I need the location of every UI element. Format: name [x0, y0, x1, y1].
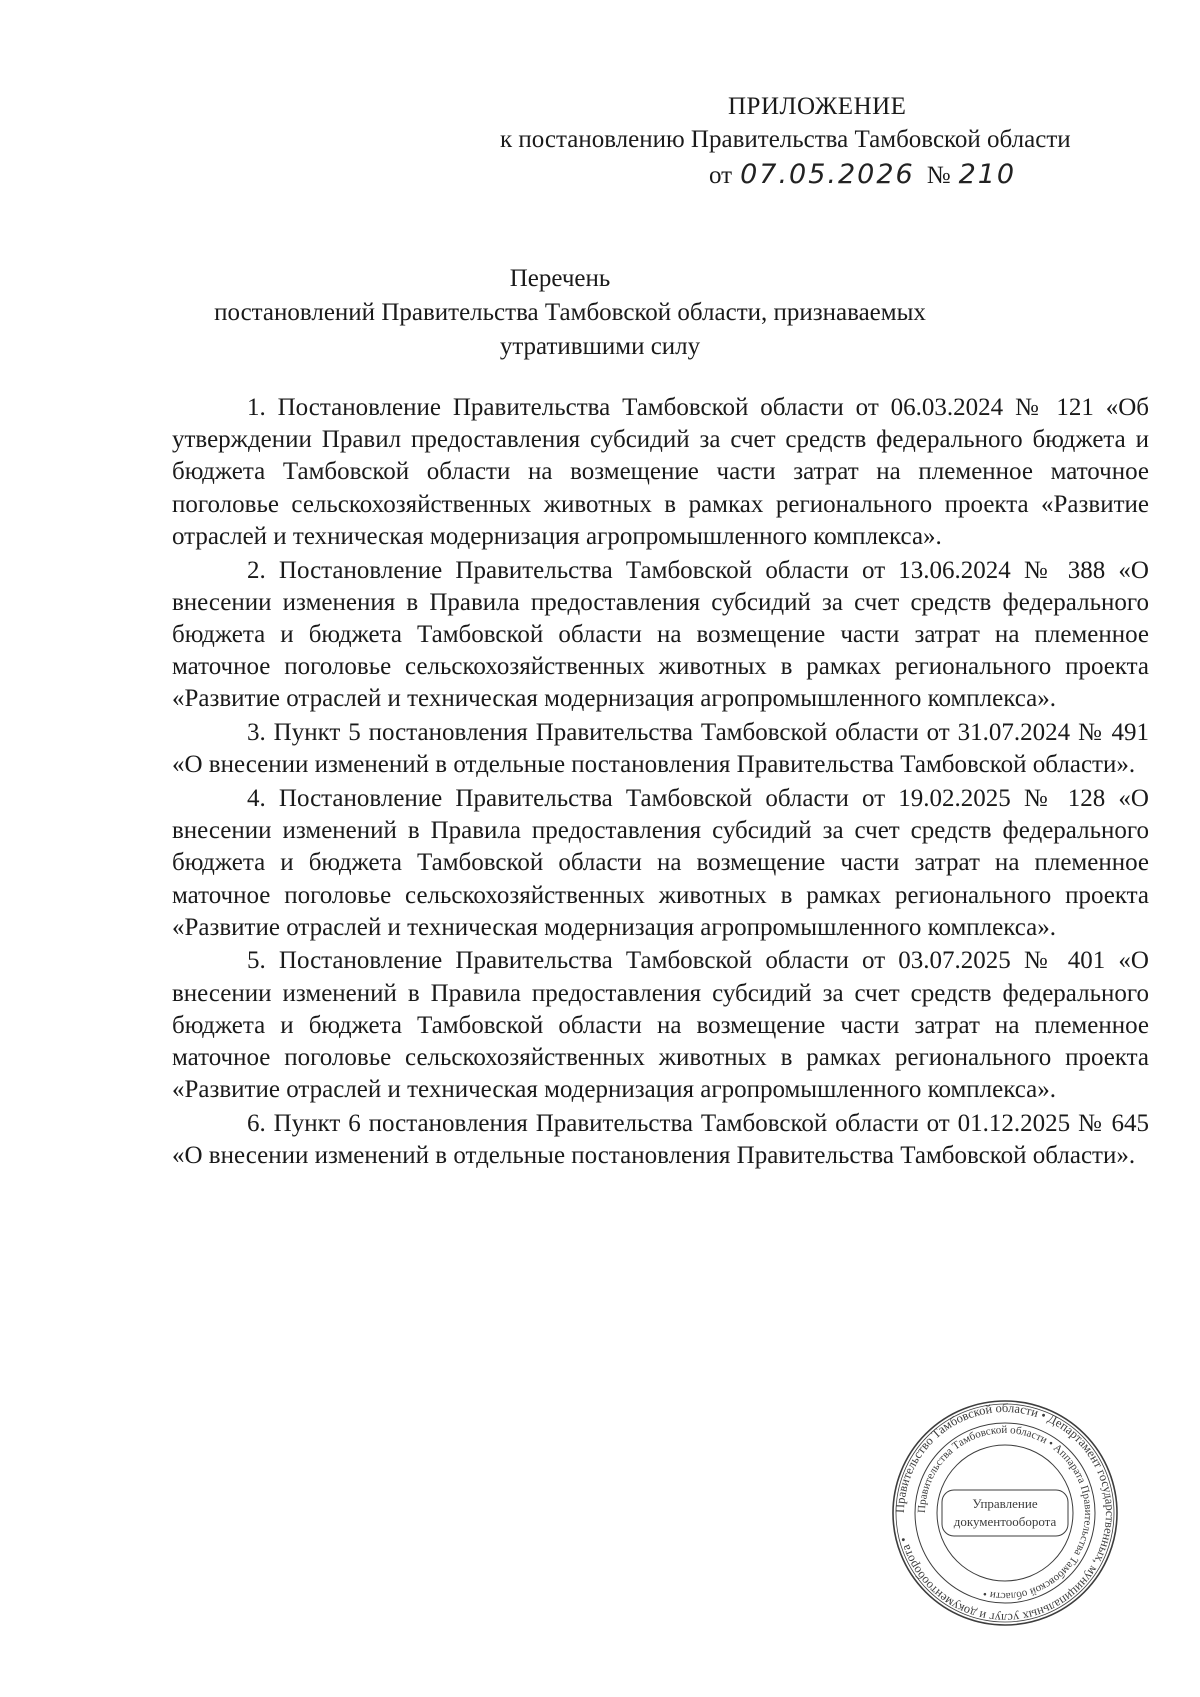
list-item-2: 2. Постановление Правительства Тамбовской области от 13.06.2024 № 388 «О внесении изменения в Правила предоставления субсидий за счет средств федерального бюджета и бюджета Тамбовской области на возмещение части затрат на племенное маточное поголовье сельскохозяйственных животных в рамках регионального проекта «Развитие отраслей и техническая модернизация агропромышленного комплекса».: [172, 556, 1149, 713]
stamp-center-line-1: Управление: [972, 1496, 1038, 1511]
stamp-outer-text: Правительство Тамбовской области • Департамент государственных, муниципальных услуг и документооборота •: [892, 1400, 1118, 1626]
date-prefix: от: [709, 162, 733, 189]
official-stamp: [890, 1398, 1120, 1628]
list-item-3: 3. Пункт 5 постановления Правительства Тамбовской области от 31.07.2024 № 491 «О внесении изменений в отдельные постановления Правительства Тамбовской области».: [172, 719, 1149, 779]
title-line-2: постановлений Правительства Тамбовской области, признаваемых: [214, 299, 926, 326]
appendix-to-decree: к постановлению Правительства Тамбовской области: [500, 126, 1071, 153]
list-item-6: 6. Пункт 6 постановления Правительства Тамбовской области от 01.12.2025 № 645 «О внесении изменений в отдельные постановления Правительства Тамбовской области».: [172, 1109, 1149, 1170]
list-item-5: 5. Постановление Правительства Тамбовской области от 03.07.2025 № 401 «О внесении изменений в Правила предоставления субсидий за счет средств федерального бюджета и бюджета Тамбовской области на возмещение части затрат на племенное маточное поголовье сельскохозяйственных животных в рамках регионального проекта «Развитие отраслей и техническая модернизация агропромышленного комплекса».: [172, 947, 1149, 1104]
list-item-1: 1. Постановление Правительства Тамбовской области от 06.03.2024 № 121 «Об утверждении Правил предоставления субсидий за счет средств федерального бюджета и бюджета Тамбовской области на возмещение части затрат на племенное маточное поголовье сельскохозяйственных животных в рамках регионального проекта «Развитие отраслей и техническая модернизация агропромышленного комплекса».: [172, 394, 1149, 550]
stamp-inner-text: Правительства Тамбовской области • Аппарата Правительства Тамбовской области •: [915, 1423, 1095, 1603]
decree-list: [172, 392, 1149, 1174]
title-line-1: Перечень: [509, 265, 611, 292]
title-line-3: утратившими силу: [499, 333, 701, 360]
appendix-date-line: [709, 158, 1016, 192]
stamp-center-line-2: документооборота: [953, 1514, 1057, 1529]
number-sign: №: [926, 162, 951, 189]
appendix-heading: ПРИЛОЖЕНИЕ: [728, 93, 907, 120]
handwritten-number: 210: [958, 159, 1017, 190]
list-item-4: 4. Постановление Правительства Тамбовской области от 19.02.2025 № 128 «О внесении изменений в Правила предоставления субсидий за счет средств федерального бюджета и бюджета Тамбовской области на возмещение части затрат на племенное маточное поголовье сельскохозяйственных животных в рамках регионального проекта «Развитие отраслей и техническая модернизация агропромышленного комплекса».: [172, 784, 1149, 941]
handwritten-date: 07.05.2026: [740, 159, 915, 190]
stamp-inner-ring: [937, 1445, 1073, 1581]
list-title: [0, 262, 1200, 364]
